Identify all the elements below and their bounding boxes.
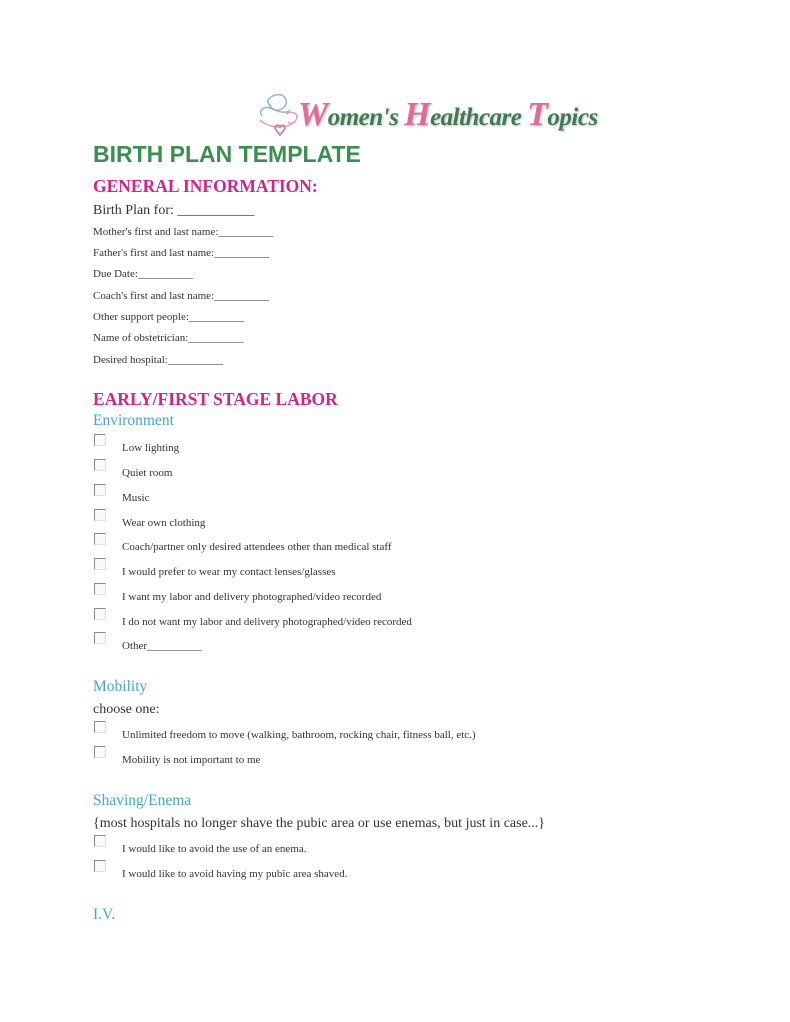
checkbox-label: I would prefer to wear my contact lenses/glasses bbox=[122, 566, 336, 578]
logo-word-opics: opics bbox=[547, 104, 598, 131]
checkbox[interactable] bbox=[94, 860, 106, 872]
logo-cap-h: H bbox=[404, 96, 431, 133]
logo bbox=[256, 90, 598, 142]
environment-option-coach-only[interactable] bbox=[94, 533, 694, 557]
checkbox-label: I do not want my labor and delivery photographed/video recorded bbox=[122, 616, 412, 628]
environment-option-contacts-glasses[interactable] bbox=[94, 558, 694, 582]
mobility-instruction: choose one: bbox=[93, 702, 160, 717]
shaving-option-avoid-shaving[interactable] bbox=[94, 860, 694, 884]
other-support-field[interactable]: Other support people:__________ bbox=[93, 311, 244, 323]
checkbox[interactable] bbox=[94, 835, 106, 847]
checkbox-label: I would like to avoid the use of an enema. bbox=[122, 843, 307, 855]
environment-option-own-clothing[interactable] bbox=[94, 509, 694, 533]
father-name-field[interactable]: Father's first and last name:__________ bbox=[93, 247, 270, 259]
environment-option-photographed[interactable] bbox=[94, 583, 694, 607]
shaving-option-avoid-enema[interactable] bbox=[94, 835, 694, 859]
general-information-heading: GENERAL INFORMATION: bbox=[93, 176, 318, 196]
checkbox-label: Unlimited freedom to move (walking, bathroom, rocking chair, fitness ball, etc.) bbox=[122, 729, 476, 741]
mobility-option-not-important[interactable] bbox=[94, 746, 694, 770]
logo-cap-w: W bbox=[298, 96, 328, 133]
desired-hospital-field[interactable]: Desired hospital:__________ bbox=[93, 354, 223, 366]
due-date-field[interactable]: Due Date:__________ bbox=[93, 268, 193, 280]
shaving-enema-heading: Shaving/Enema bbox=[93, 792, 192, 809]
checkbox[interactable] bbox=[94, 533, 106, 545]
environment-option-not-photographed[interactable] bbox=[94, 608, 694, 632]
mother-baby-heart-icon bbox=[256, 90, 304, 140]
coach-name-field[interactable]: Coach's first and last name:__________ bbox=[93, 290, 270, 302]
checkbox[interactable] bbox=[94, 558, 106, 570]
iv-heading: I.V. bbox=[93, 906, 116, 923]
checkbox[interactable] bbox=[94, 746, 106, 758]
shaving-enema-note: {most hospitals no longer shave the pubic area or use enemas, but just in case...} bbox=[93, 816, 545, 831]
obstetrician-field[interactable]: Name of obstetrician:__________ bbox=[93, 332, 244, 344]
checkbox-label: I want my labor and delivery photographed/video recorded bbox=[122, 591, 382, 603]
logo-word-ealthcare: ealthcare bbox=[430, 104, 528, 131]
checkbox-label: Music bbox=[122, 492, 150, 504]
checkbox[interactable] bbox=[94, 721, 106, 733]
checkbox[interactable] bbox=[94, 509, 106, 521]
page-title: BIRTH PLAN TEMPLATE bbox=[93, 141, 361, 167]
checkbox-label: Coach/partner only desired attendees other than medical staff bbox=[122, 541, 392, 553]
logo-cap-t: T bbox=[527, 96, 548, 133]
environment-option-other[interactable] bbox=[94, 632, 694, 656]
checkbox-label: Wear own clothing bbox=[122, 517, 206, 529]
early-labor-heading: EARLY/FIRST STAGE LABOR bbox=[93, 389, 338, 409]
birth-plan-for-field[interactable]: Birth Plan for: ___________ bbox=[93, 203, 255, 218]
mobility-heading: Mobility bbox=[93, 678, 148, 695]
checkbox[interactable] bbox=[94, 434, 106, 446]
logo-text bbox=[298, 96, 598, 134]
logo-word-omens: omen's bbox=[327, 104, 405, 131]
checkbox-label: I would like to avoid having my pubic area shaved. bbox=[122, 868, 348, 880]
checkbox[interactable] bbox=[94, 632, 106, 644]
mother-name-field[interactable]: Mother's first and last name:__________ bbox=[93, 226, 274, 238]
checkbox[interactable] bbox=[94, 608, 106, 620]
environment-heading: Environment bbox=[93, 412, 174, 429]
checkbox[interactable] bbox=[94, 583, 106, 595]
checkbox-label: Mobility is not important to me bbox=[122, 754, 261, 766]
mobility-option-unlimited[interactable] bbox=[94, 721, 694, 745]
environment-option-quiet-room[interactable] bbox=[94, 459, 694, 483]
checkbox-label: Low lighting bbox=[122, 442, 180, 454]
checkbox[interactable] bbox=[94, 459, 106, 471]
environment-option-low-lighting[interactable] bbox=[94, 434, 694, 458]
checkbox[interactable] bbox=[94, 484, 106, 496]
checkbox-label: Quiet room bbox=[122, 467, 173, 479]
checkbox-label: Other__________ bbox=[122, 640, 203, 652]
environment-option-music[interactable] bbox=[94, 484, 694, 508]
